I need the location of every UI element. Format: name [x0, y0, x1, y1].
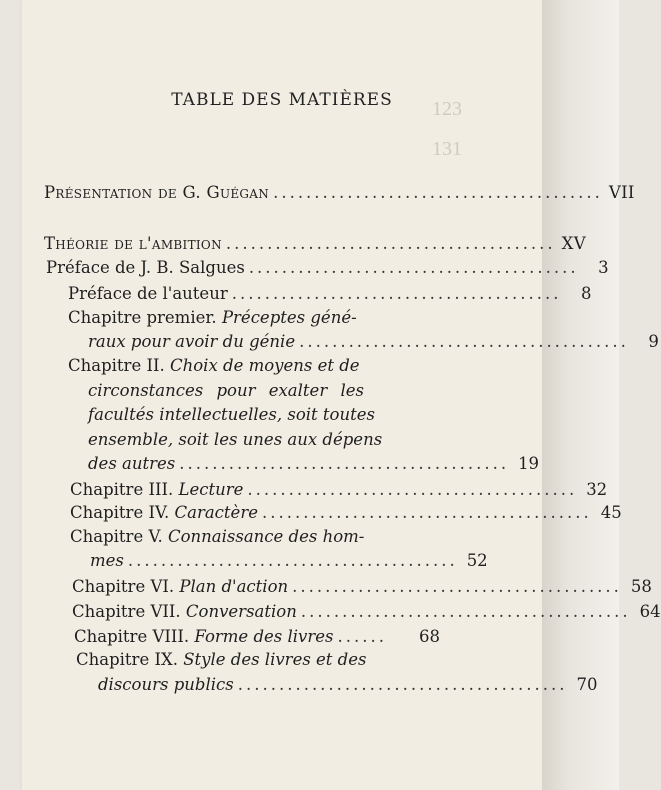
leader-dots: ........................................	[247, 480, 578, 499]
toc-entry-ch1-line1	[68, 308, 357, 327]
leader-dots: ........................................	[299, 332, 629, 351]
toc-entry-label	[72, 577, 288, 597]
leader-dots: ......	[337, 627, 387, 646]
toc-entry-ch9	[98, 675, 598, 695]
toc-entry-preface-auteur	[68, 284, 592, 304]
toc-entry-ch2-line1	[68, 356, 360, 375]
toc-entry-ch2	[88, 454, 540, 474]
chapter-title: Caractère	[174, 503, 258, 522]
chapter-prefix: Chapitre VII.	[72, 602, 181, 621]
toc-page-number: 64	[639, 602, 661, 621]
toc-page-number: 9	[648, 332, 659, 351]
leader-dots: ........................................	[127, 551, 458, 570]
chapter-prefix: Chapitre III.	[70, 480, 174, 499]
page-edge	[542, 0, 619, 790]
toc-entry-label	[74, 627, 333, 647]
toc-entry-label	[70, 503, 258, 523]
leader-dots: ........................................	[261, 503, 592, 522]
chapter-prefix: Chapitre V.	[70, 527, 163, 546]
leader-dots: ........................................	[273, 183, 603, 202]
chapter-title: Choix de moyens et de	[170, 356, 360, 375]
toc-page-number: VII	[608, 183, 635, 202]
chapter-prefix: Chapitre IX.	[76, 650, 178, 669]
toc-entry-ch1	[88, 332, 659, 352]
leader-dots: ........................................	[300, 602, 631, 621]
toc-entry-ch2-line2: circonstances pour exalter les	[88, 381, 364, 400]
leader-dots: ........................................	[248, 258, 579, 277]
toc-page-number: 52	[466, 551, 488, 570]
toc-page-number: 68	[419, 627, 440, 646]
chapter-title: Lecture	[178, 480, 244, 499]
toc-entry-ch5	[90, 551, 488, 571]
toc-entry-label: Préface de J. B. Salgues	[46, 258, 245, 277]
toc-page-number: 3	[598, 258, 609, 277]
chapter-title: mes	[90, 551, 124, 570]
chapter-title: des autres	[88, 454, 176, 473]
toc-page-number: 19	[518, 454, 540, 473]
leader-dots: ........................................	[237, 675, 568, 694]
page-title: TABLE DES MATIÈRES	[171, 90, 393, 110]
chapter-title: Conversation	[185, 602, 297, 621]
leader-dots: ........................................	[225, 234, 556, 253]
toc-entry-ch2-line4: ensemble, soit les unes aux dépens	[88, 430, 383, 449]
toc-entry-label: Préface de l'auteur	[68, 284, 228, 303]
leader-dots: ........................................	[231, 284, 562, 303]
chapter-title: Style des livres et des	[183, 650, 367, 669]
chapter-title: Plan d'action	[179, 577, 289, 596]
toc-page-number: 8	[581, 284, 592, 303]
chapter-title: Préceptes géné-	[221, 308, 357, 327]
toc-page-number: 70	[576, 675, 598, 694]
toc-entry-label	[72, 602, 297, 622]
toc-page-number: 45	[600, 503, 622, 522]
show-through-text: 123	[432, 98, 462, 120]
chapter-title: raux pour avoir du génie	[88, 332, 296, 351]
chapter-title: discours publics	[98, 675, 234, 694]
toc-entry-ch5-line1	[70, 527, 364, 546]
toc-page-number: 58	[630, 577, 652, 596]
chapter-prefix: Chapitre premier.	[68, 308, 217, 327]
toc-page-number: 32	[586, 480, 608, 499]
toc-entry-ch3	[70, 480, 608, 500]
toc-entry-label	[70, 480, 243, 500]
toc-entry-ch9-line1	[76, 650, 366, 669]
leader-dots: ........................................	[179, 454, 510, 473]
chapter-prefix: Chapitre IV.	[70, 503, 170, 522]
toc-entry-ch8	[74, 627, 440, 647]
toc-entry-presentation	[44, 183, 635, 203]
toc-entry-preface-salgues	[46, 258, 609, 278]
toc-page-number: XV	[561, 234, 586, 253]
chapter-prefix: Chapitre II.	[68, 356, 165, 375]
toc-entry-ch6	[72, 577, 652, 597]
leader-dots: ........................................	[292, 577, 622, 596]
toc-entry-label: Présentation de G. Guégan	[44, 183, 270, 202]
toc-entry-theorie	[44, 234, 586, 254]
chapter-prefix: Chapitre VIII.	[74, 627, 190, 646]
show-through-text: 131	[432, 138, 462, 160]
chapter-title: Forme des livres	[194, 627, 334, 646]
chapter-prefix: Chapitre VI.	[72, 577, 175, 596]
toc-entry-label: Théorie de l'ambition	[44, 234, 222, 253]
toc-entry-ch4	[70, 503, 622, 523]
toc-entry-ch7	[72, 602, 661, 622]
toc-entry-ch2-line3: facultés intellectuelles, soit toutes	[88, 405, 375, 424]
chapter-title: Connaissance des hom-	[167, 527, 365, 546]
